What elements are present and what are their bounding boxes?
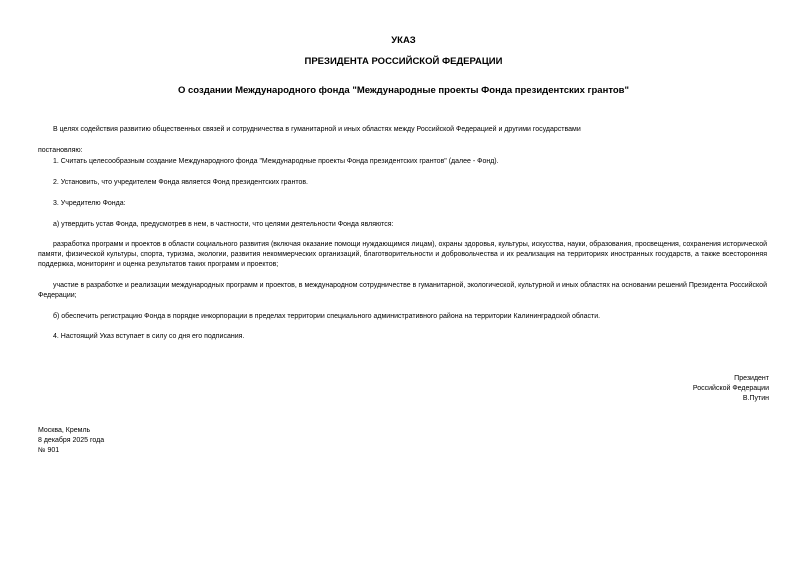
item-3a-paragraph: а) утвердить устав Фонда, предусмотрев в нем, в частности, что целями деятельности Фонда являются: <box>53 221 394 228</box>
preamble-paragraph: В целях содействия развитию общественных связей и сотрудничества в гуманитарной и иных областях между Российской Федерацией и другими государствами <box>53 126 581 133</box>
goal-1-paragraph: разработка программ и проектов в области социального развития (включая оказание помощи нуждающимся лицам), охраны здоровья, культуры, искусства, науки, образования, просвещения, сохранения исторической памяти, физической культуры, спорта, туризма, экологии, развития некоммерческих организаций, благотворительности и добровольчества и их реализация на территориях иностранных государств, а также всесторонняя поддержка, мониторинг и оценка результатов таких программ и проектов; <box>38 241 767 268</box>
resolve-paragraph: постановляю: <box>38 147 83 154</box>
document-title: УКАЗ <box>391 35 416 46</box>
signature-block <box>693 374 769 404</box>
footer-place: Москва, Кремль <box>38 427 91 434</box>
document-footer <box>38 426 104 456</box>
item-1-paragraph: 1. Считать целесообразным создание Международного фонда "Международные проекты Фонда президентских грантов" (далее - Фонд). <box>53 158 499 165</box>
item-4-paragraph: 4. Настоящий Указ вступает в силу со дня его подписания. <box>53 333 245 340</box>
footer-date: 8 декабря 2025 года <box>38 437 105 444</box>
signature-country: Российской Федерации <box>692 385 769 392</box>
item-3b-paragraph: б) обеспечить регистрацию Фонда в порядке инкорпорации в пределах территории специального административного района на территории Калининградской области. <box>53 313 601 320</box>
signature-position: Президент <box>734 375 769 382</box>
document-issuer: ПРЕЗИДЕНТА РОССИЙСКОЙ ФЕДЕРАЦИИ <box>304 56 503 67</box>
signature-name: В.Путин <box>742 395 769 402</box>
goal-2-paragraph: участие в разработке и реализации международных программ и проектов, в международном сотрудничестве в гуманитарной, экологической, культурной и иных областях на основании решений Президента Российской Федерации; <box>38 282 767 299</box>
footer-number: № 901 <box>38 447 60 454</box>
item-2-paragraph: 2. Установить, что учредителем Фонда является Фонд президентских грантов. <box>53 179 309 186</box>
document-heading: О создании Международного фонда "Международные проекты Фонда президентских грантов" <box>177 85 629 96</box>
item-3-paragraph: 3. Учредителю Фонда: <box>53 200 126 207</box>
